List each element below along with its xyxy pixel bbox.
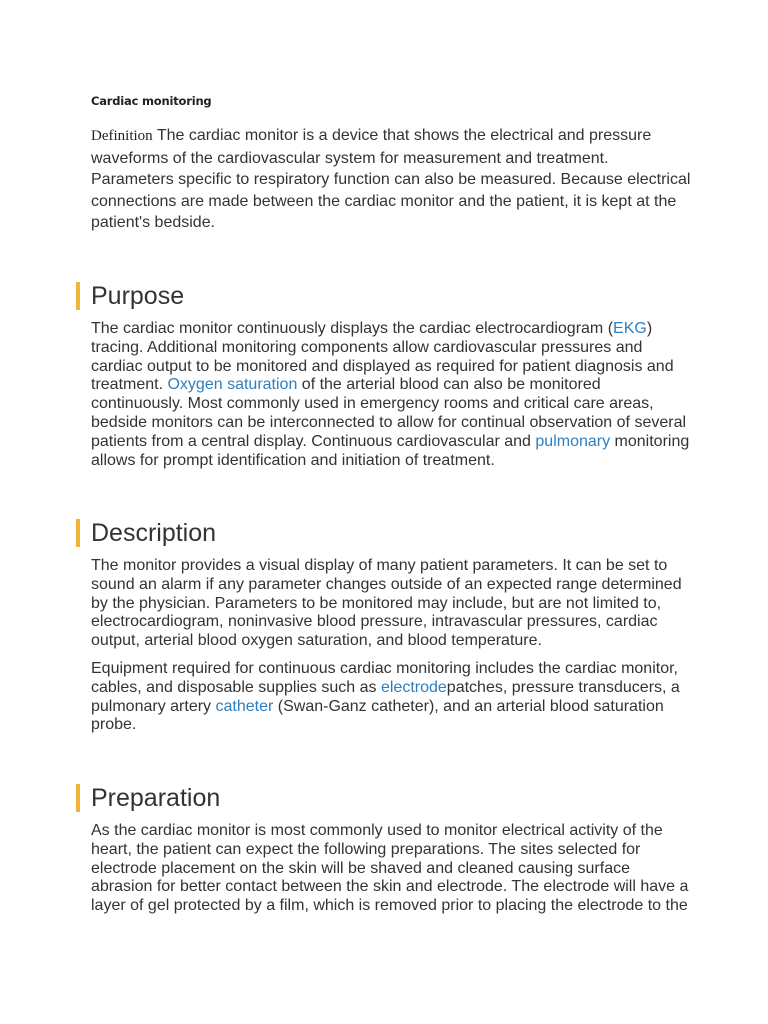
definition-text: The cardiac monitor is a device that shows the electrical and pressure waveforms of the cardiovascular system for measurement and treatment. Parameters specific to respiratory function can also be measured. Because electrical connections are made between the cardiac monitor and the patient, it is kept at the patient's bedside. — [91, 127, 691, 231]
purpose-section-heading — [76, 282, 184, 310]
ekg-link[interactable]: EKG — [613, 320, 647, 337]
purpose-text-1: The cardiac monitor continuously displays the cardiac electrocardiogram ( — [91, 320, 614, 337]
description-text-2: patches, pressure transducers, a pulmonary artery — [91, 678, 680, 715]
purpose-text-2: ) tracing. Additional monitoring components allow cardiovascular pressures and cardiac output to be monitored and displayed as required for patient diagnosis and treatment. — [91, 320, 674, 394]
purpose-text-3: of the arterial blood can also be monitored continuously. Most commonly used in emergency rooms and critical care areas, bedside monitors can be interconnected to allow for continual observation of several patients from a central display. Continuous cardiovascular and — [91, 376, 687, 450]
description-text-3: (Swan-Ganz catheter), and an arterial blood saturation probe. — [91, 697, 664, 734]
preparation-section-heading — [76, 784, 220, 812]
definition-paragraph — [91, 125, 691, 234]
electrode-link[interactable]: electrode — [380, 678, 447, 696]
description-section-heading — [76, 519, 216, 547]
pulmonary-link[interactable]: pulmonary — [535, 432, 611, 450]
preparation-heading: Preparation — [91, 784, 221, 812]
heading-accent-bar — [76, 282, 80, 310]
oxygen-saturation-link[interactable]: Oxygen saturation — [167, 376, 298, 394]
description-paragraph-1: The monitor provides a visual display of many patient parameters. It can be set to sound an alarm if any parameter changes outside of an expected range determined by the physician. Parameters to be monitored may include, but are not limited to, electrocardiogram, noninvasive blood pressure, intravascular pressures, cardiac output, arterial blood oxygen saturation, and blood temperature. — [91, 557, 682, 650]
definition-term: Definition — [91, 128, 153, 144]
description-heading: Description — [91, 519, 217, 547]
heading-accent-bar — [76, 784, 80, 812]
document-title: Cardiac monitoring — [91, 94, 212, 108]
heading-accent-bar — [76, 519, 80, 547]
description-paragraph-2 — [91, 660, 691, 735]
purpose-paragraph — [91, 320, 691, 470]
catheter-link[interactable]: catheter — [215, 697, 274, 715]
purpose-heading: Purpose — [91, 282, 185, 310]
description-text-1: Equipment required for continuous cardiac monitoring includes the cardiac monitor, cables, and disposable supplies such as — [91, 660, 678, 696]
preparation-paragraph: As the cardiac monitor is most commonly used to monitor electrical activity of the heart, the patient can expect the following preparations. The sites selected for electrode placement on the skin will be shaved and cleaned causing surface abrasion for better contact between the skin and electrode. The electrode will have a layer of gel protected by a film, which is removed prior to placing the electrode to the — [91, 822, 689, 915]
purpose-text-4: monitoring allows for prompt identification and initiation of treatment. — [91, 432, 690, 469]
